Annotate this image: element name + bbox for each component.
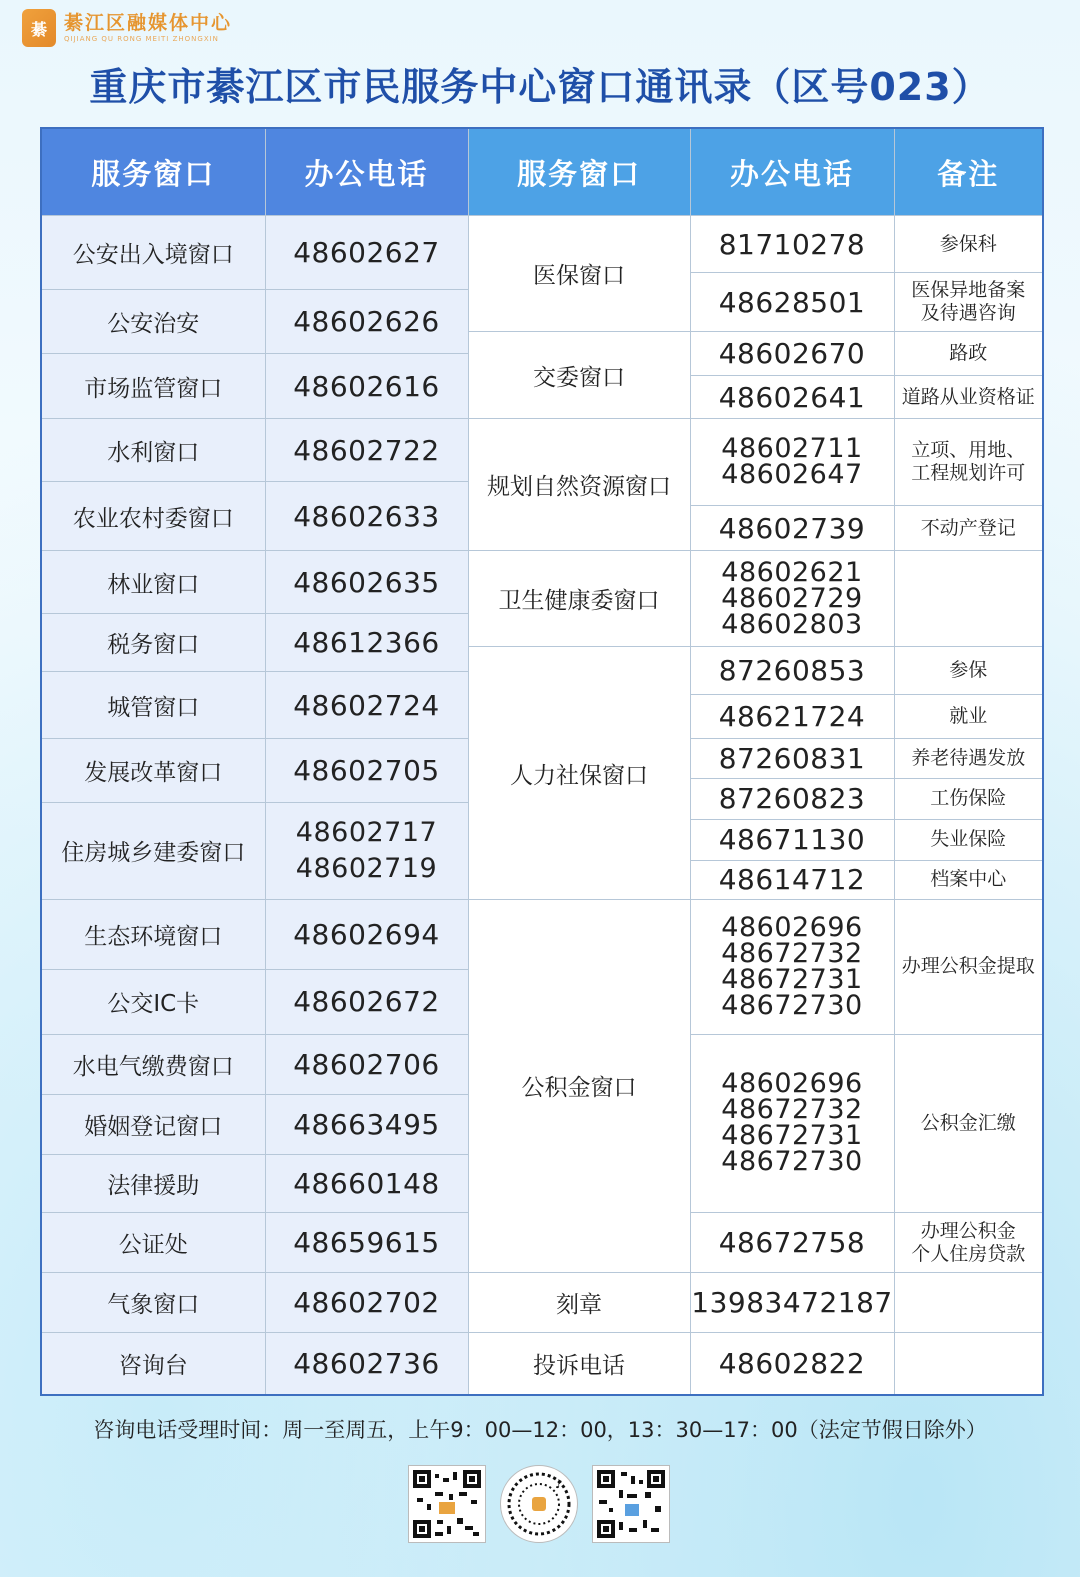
window-phone: 48602722 bbox=[265, 419, 468, 482]
window-note: 道路从业资格证 bbox=[894, 376, 1043, 419]
window-note: 就业 bbox=[894, 694, 1043, 738]
window-name: 人力社保窗口 bbox=[468, 647, 690, 899]
window-note bbox=[894, 1273, 1043, 1333]
window-note: 工伤保险 bbox=[894, 778, 1043, 819]
window-name: 咨询台 bbox=[41, 1333, 265, 1395]
window-phone: 48602702 bbox=[265, 1273, 468, 1333]
window-note: 公积金汇缴 bbox=[894, 1034, 1043, 1212]
header-service-window: 服务窗口 bbox=[41, 128, 265, 216]
window-name: 农业农村委窗口 bbox=[41, 482, 265, 551]
window-name: 水电气缴费窗口 bbox=[41, 1034, 265, 1094]
window-phone: 48663495 bbox=[265, 1094, 468, 1154]
window-note: 路政 bbox=[894, 332, 1043, 376]
window-name: 市场监管窗口 bbox=[41, 354, 265, 419]
window-name: 交委窗口 bbox=[468, 332, 690, 419]
window-phone: 48659615 bbox=[265, 1213, 468, 1273]
window-phone: 48602633 bbox=[265, 482, 468, 551]
header-office-phone: 办公电话 bbox=[690, 128, 894, 216]
window-note: 参保科 bbox=[894, 216, 1043, 273]
window-phone: 81710278 bbox=[690, 216, 894, 273]
window-name: 卫生健康委窗口 bbox=[468, 551, 690, 647]
logo-icon: 綦 bbox=[22, 9, 56, 47]
window-name: 公积金窗口 bbox=[468, 899, 690, 1272]
window-phone: 48602641 bbox=[690, 376, 894, 419]
window-name: 公交IC卡 bbox=[41, 969, 265, 1034]
window-phone: 48602711 48602647 bbox=[690, 419, 894, 506]
window-note: 办理公积金 个人住房贷款 bbox=[894, 1213, 1043, 1273]
window-phone: 48602822 bbox=[690, 1333, 894, 1395]
window-note bbox=[894, 551, 1043, 647]
qr-codes bbox=[408, 1465, 670, 1543]
window-phone: 13983472187 bbox=[690, 1273, 894, 1333]
window-name: 规划自然资源窗口 bbox=[468, 419, 690, 551]
window-name: 公安出入境窗口 bbox=[41, 216, 265, 290]
window-phone: 48602616 bbox=[265, 354, 468, 419]
window-name: 投诉电话 bbox=[468, 1333, 690, 1395]
window-note bbox=[894, 1333, 1043, 1395]
douyin-qr-icon[interactable] bbox=[500, 1465, 578, 1543]
window-phone: 48621724 bbox=[690, 694, 894, 738]
window-note: 养老待遇发放 bbox=[894, 738, 1043, 778]
header-remark: 备注 bbox=[894, 128, 1043, 216]
qr-code-icon[interactable] bbox=[592, 1465, 670, 1543]
window-phone: 48612366 bbox=[265, 614, 468, 672]
window-note: 办理公积金提取 bbox=[894, 899, 1043, 1034]
window-phone: 48602621 48602729 48602803 bbox=[690, 551, 894, 647]
window-phone: 48602739 bbox=[690, 506, 894, 551]
window-note: 不动产登记 bbox=[894, 506, 1043, 551]
logo-name: 綦江区融媒体中心 bbox=[64, 12, 233, 34]
window-phone: 48602705 bbox=[265, 738, 468, 802]
window-phone: 87260823 bbox=[690, 778, 894, 819]
page-title: 重庆市綦江区市民服务中心窗口通讯录（区号023） bbox=[89, 65, 991, 109]
window-phone: 48602736 bbox=[265, 1333, 468, 1395]
window-phone: 48628501 bbox=[690, 273, 894, 332]
footer-hours: 咨询电话受理时间：周一至周五，上午9：00—12：00，13：30—17：00（法定节假日除外） bbox=[93, 1418, 987, 1442]
window-phone: 48602696 48672732 48672731 48672730 bbox=[690, 899, 894, 1034]
window-phone: 48602635 bbox=[265, 551, 468, 614]
window-name: 住房城乡建委窗口 bbox=[41, 802, 265, 899]
window-note: 档案中心 bbox=[894, 860, 1043, 899]
header-service-window: 服务窗口 bbox=[468, 128, 690, 216]
window-note: 医保异地备案 及待遇咨询 bbox=[894, 273, 1043, 332]
qr-code-icon[interactable] bbox=[408, 1465, 486, 1543]
window-name: 林业窗口 bbox=[41, 551, 265, 614]
window-phone: 48602724 bbox=[265, 672, 468, 738]
window-name: 公证处 bbox=[41, 1213, 265, 1273]
window-phone: 48602670 bbox=[690, 332, 894, 376]
svg-text:♪: ♪ bbox=[555, 1477, 563, 1491]
window-phone: 48602694 bbox=[265, 899, 468, 969]
window-name: 生态环境窗口 bbox=[41, 899, 265, 969]
window-name: 刻章 bbox=[468, 1273, 690, 1333]
window-phone: 48602672 bbox=[265, 969, 468, 1034]
window-phone: 48614712 bbox=[690, 860, 894, 899]
window-note: 参保 bbox=[894, 647, 1043, 694]
window-phone: 48602626 bbox=[265, 290, 468, 354]
window-name: 婚姻登记窗口 bbox=[41, 1094, 265, 1154]
window-phone: 48602706 bbox=[265, 1034, 468, 1094]
window-name: 公安治安 bbox=[41, 290, 265, 354]
directory-table bbox=[40, 127, 1044, 1396]
header-office-phone: 办公电话 bbox=[265, 128, 468, 216]
window-name: 法律援助 bbox=[41, 1155, 265, 1213]
window-phone: 87260831 bbox=[690, 738, 894, 778]
window-name: 气象窗口 bbox=[41, 1273, 265, 1333]
window-name: 水利窗口 bbox=[41, 419, 265, 482]
window-phone: 48660148 bbox=[265, 1155, 468, 1213]
window-note: 立项、用地、 工程规划许可 bbox=[894, 419, 1043, 506]
window-name: 城管窗口 bbox=[41, 672, 265, 738]
header-row bbox=[41, 128, 1043, 216]
window-phone: 87260853 bbox=[690, 647, 894, 694]
window-name: 税务窗口 bbox=[41, 614, 265, 672]
window-name: 发展改革窗口 bbox=[41, 738, 265, 802]
logo-name-en: QIJIANG QU RONG MEITI ZHONGXIN bbox=[64, 35, 219, 43]
window-phone: 48672758 bbox=[690, 1213, 894, 1273]
window-phone: 48602627 bbox=[265, 216, 468, 290]
logo bbox=[22, 8, 232, 48]
window-phone: 48602717 48602719 bbox=[265, 802, 468, 899]
window-phone: 48671130 bbox=[690, 819, 894, 860]
window-phone: 48602696 48672732 48672731 48672730 bbox=[690, 1034, 894, 1212]
window-name: 医保窗口 bbox=[468, 216, 690, 332]
window-note: 失业保险 bbox=[894, 819, 1043, 860]
